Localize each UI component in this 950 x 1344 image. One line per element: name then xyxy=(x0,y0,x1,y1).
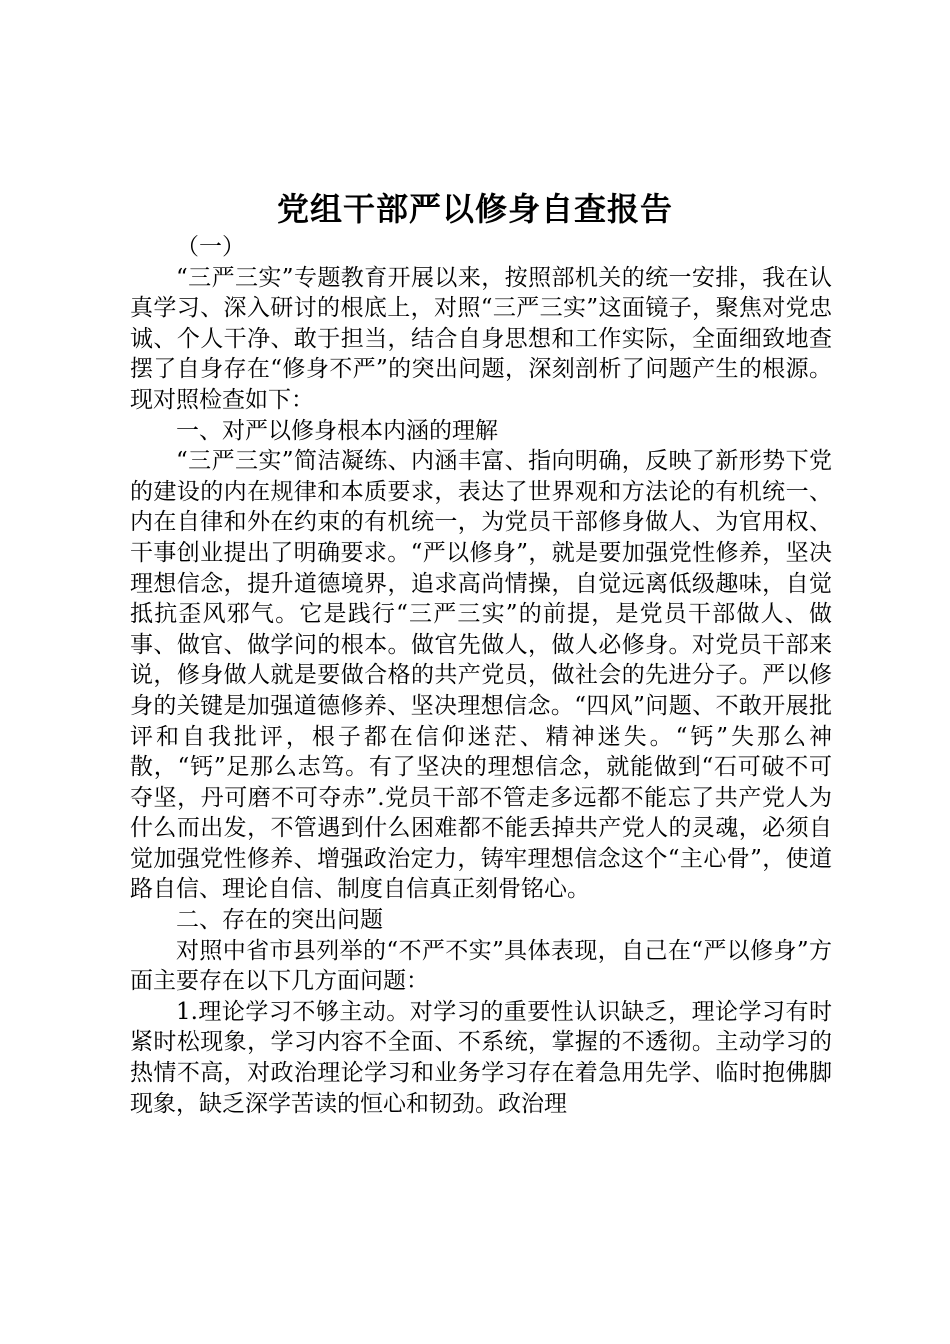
section-heading: 一、对严以修身根本内涵的理解 xyxy=(176,417,498,444)
paragraph: “三严三实”专题教育开展以来，按照部机关的统一安排，我在认真学习、深入研讨的根底上，对照“三严三实”这面镜子，聚焦对党忠诚、个人干净、敢于担当，结合自身思想和工作实际，全面细致地查摆了自身存在“修身不严”的突出问题，深刻剖析了问题产生的根源。现对照检查如下： xyxy=(130,264,832,413)
section-heading: 二、存在的突出问题 xyxy=(176,907,383,934)
paragraph: （一） xyxy=(176,234,245,260)
document-body xyxy=(130,232,832,1119)
paragraph: 1.理论学习不够主动。对学习的重要性认识缺乏，理论学习有时紧时松现象，学习内容不全面、不系统，掌握的不透彻。主动学习的热情不高，对政治理论学习和业务学习存在着急用先学、临时抱佛脚现象，缺乏深学苦读的恒心和韧劲。政治理 xyxy=(130,998,832,1117)
paragraph: “三严三实”简洁凝练、内涵丰富、指向明确，反映了新形势下党的建设的内在规律和本质要求，表达了世界观和方法论的有机统一、内在自律和外在约束的有机统一，为党员干部修身做人、为官用权、干事创业提出了明确要求。“严以修身”，就是要加强党性修养，坚决理想信念，提升道德境界，追求高尚情操，自觉远离低级趣味，自觉抵抗歪风邪气。它是践行“三严三实”的前提，是党员干部做人、做事、做官、做学问的根本。做官先做人，做人必修身。对党员干部来说，修身做人就是要做合格的共产党员，做社会的先进分子。严以修身的关键是加强道德修养、坚决理想信念。“四风”问题、不敢开展批评和自我批评，根子都在信仰迷茫、精神迷失。“钙”失那么神散，“钙”足那么志笃。有了坚决的理想信念，就能做到“石可破不可夺坚，丹可磨不可夺赤”.党员干部不管走多远都不能忘了共产党人为什么而出发，不管遇到什么困难都不能丢掉共产党人的灵魂，必须自觉加强党性修养、增强政治定力，铸牢理想信念这个“主心骨”，使道路自信、理论自信、制度自信真正刻骨铭心。 xyxy=(130,448,832,903)
paragraph: 对照中省市县列举的“不严不实”具体表现，自己在“严以修身”方面主要存在以下几方面问题： xyxy=(130,937,832,995)
document-title: 党组干部严以修身自查报告 xyxy=(276,190,673,228)
